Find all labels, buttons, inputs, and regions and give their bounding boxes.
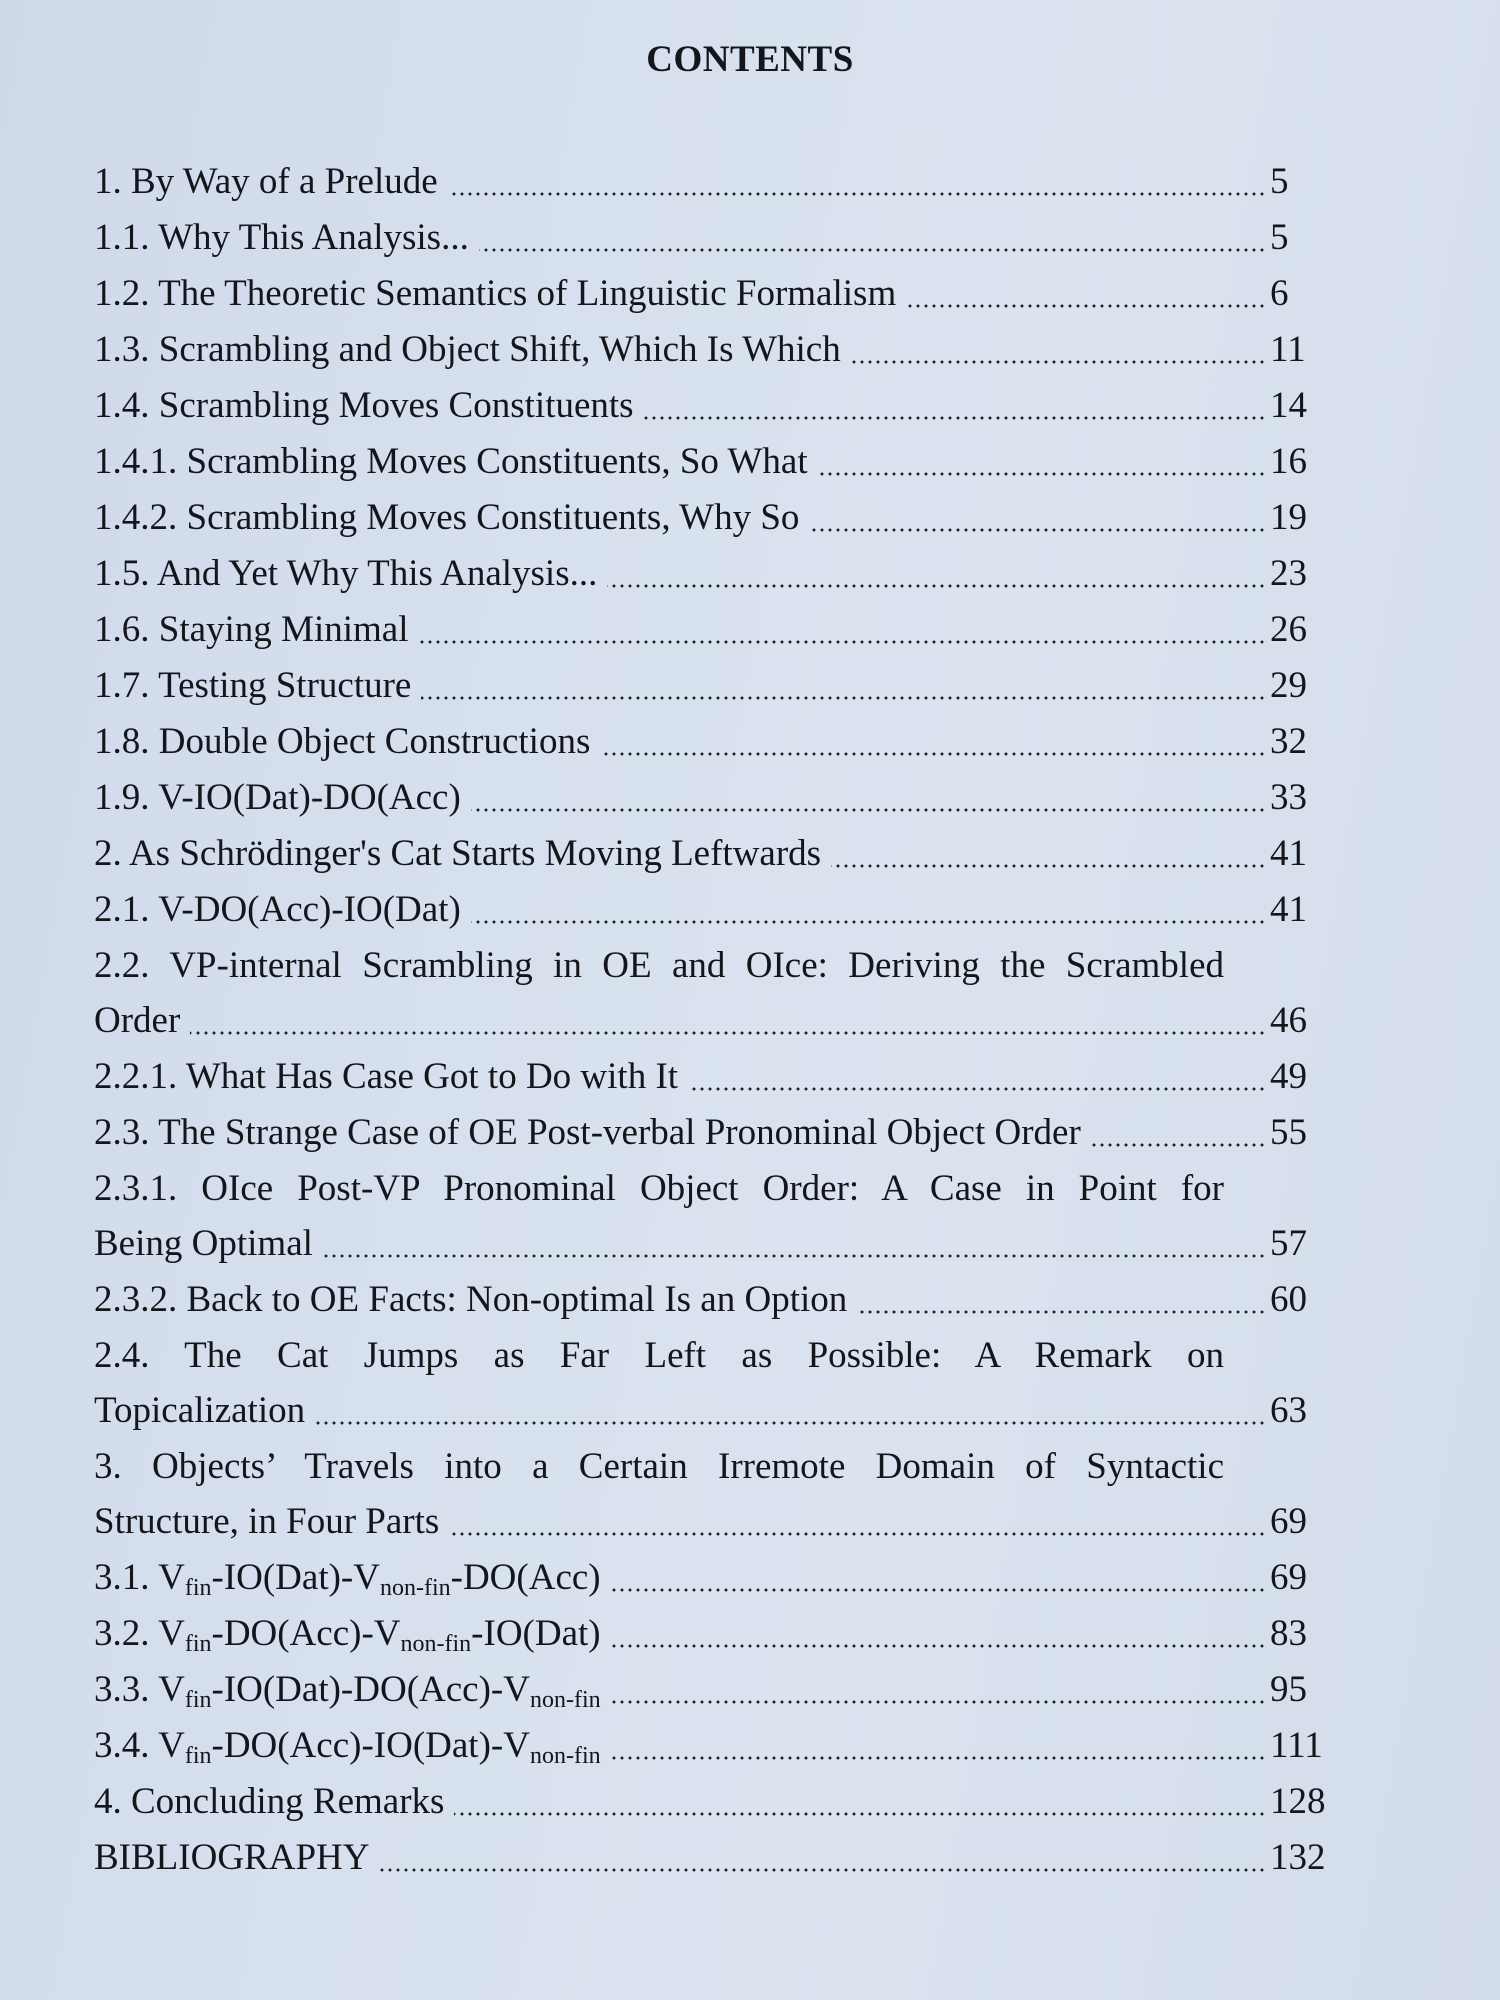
page-title: CONTENTS [646,39,854,80]
toc-entry [94,602,1346,658]
toc-entry [94,714,1346,770]
toc-page-number: 95 [1270,1669,1307,1710]
toc-entry [94,826,1346,882]
toc-page-number: 23 [1270,553,1307,594]
toc-entry-title: 1. By Way of a Prelude [94,161,438,202]
toc-page-number: 69 [1270,1501,1307,1542]
toc-entry-title: 2. As Schrödinger's Cat Starts Moving Leftwards [94,833,822,874]
toc-page-number: 5 [1270,217,1289,258]
dot-leader [449,1532,1266,1536]
dot-leader [379,1868,1266,1872]
dot-leader [448,192,1266,196]
dot-leader [190,1031,1266,1035]
toc-entry [94,1718,1346,1774]
toc-page-number: 46 [1270,1000,1307,1041]
table-of-contents [94,154,1346,1886]
dot-leader [607,584,1266,588]
dot-leader [611,1644,1266,1648]
toc-entry-title: 2.3.1. OIce Post-VP Pronominal Object Order: A Case in Point for [94,1168,1224,1209]
toc-entry-title: 3.3. $V_{fin}-IO(Dat)-DO(Acc)-V_{non-fin}$ [94,1669,601,1713]
toc-page-number: 29 [1270,665,1307,706]
toc-page-number: 49 [1270,1056,1307,1097]
toc-entry-title: 2.2.1. What Has Case Got to Do with It [94,1056,679,1097]
dot-leader [454,1812,1266,1816]
toc-entry-title: 2.1. V-DO(Acc)-IO(Dat) [94,889,461,930]
toc-entry-title: 1.4. Scrambling Moves Constituents [94,385,634,426]
toc-entry-title: 1.6. Staying Minimal [94,609,409,650]
dot-leader [471,920,1266,924]
toc-entry-title-continued: Topicalization [94,1390,306,1431]
toc-page-number: 6 [1270,273,1289,314]
toc-page-number: 33 [1270,777,1307,818]
dot-leader [315,1421,1266,1425]
toc-entry [94,882,1346,938]
toc-page-number: 19 [1270,497,1307,538]
toc-page-number: 11 [1270,329,1306,370]
dot-leader [600,752,1266,756]
toc-page-number: 55 [1270,1112,1307,1153]
toc-entry-title: 3.2. $V_{fin}-DO(Acc)-V_{non-fin}-IO(Dat)$ [94,1613,601,1657]
toc-entry-title: 4. Concluding Remarks [94,1781,445,1822]
dot-leader [419,640,1266,644]
toc-entry-title: 1.2. The Theoretic Semantics of Linguistic Formalism [94,273,897,314]
toc-entry [94,1662,1346,1718]
toc-page-number: 132 [1270,1837,1326,1878]
toc-entry-title: 3.1. $V_{fin}-IO(Dat)-V_{non-fin}-DO(Acc)$ [94,1557,601,1601]
dot-leader [1091,1143,1266,1147]
toc-entry [94,434,1346,490]
toc-entry-title: 2.3.2. Back to OE Facts: Non-optimal Is an Option [94,1279,848,1320]
toc-entry [94,1105,1346,1161]
toc-entry [94,266,1346,322]
toc-entry [94,1774,1346,1830]
dot-leader [611,1588,1266,1592]
dot-leader [471,808,1266,812]
dot-leader [644,416,1266,420]
dot-leader [479,248,1266,252]
toc-entry [94,1830,1346,1886]
toc-page-number: 63 [1270,1390,1307,1431]
toc-entry [94,770,1346,826]
toc-entry [94,1550,1346,1606]
toc-entry [94,1049,1346,1105]
toc-entry-title: 3.4. $V_{fin}-DO(Acc)-IO(Dat)-V_{non-fin}$ [94,1725,601,1769]
toc-entry-title-continued: Structure, in Four Parts [94,1501,440,1542]
toc-entry [94,658,1346,714]
dot-leader [906,304,1266,308]
toc-page-number: 83 [1270,1613,1307,1654]
toc-entry-title: 2.3. The Strange Case of OE Post-verbal Pronominal Object Order [94,1112,1081,1153]
toc-page-number: 32 [1270,721,1307,762]
toc-page-number: 41 [1270,833,1307,874]
toc-entry [94,154,1346,210]
toc-entry-title: 1.9. V-IO(Dat)-DO(Acc) [94,777,461,818]
dot-leader [688,1087,1266,1091]
dot-leader [818,472,1266,476]
toc-entry-title-continued: Being Optimal [94,1223,313,1264]
dot-leader [611,1700,1266,1704]
dot-leader [323,1254,1266,1258]
toc-entry [94,938,1346,1049]
toc-entry-title: 3. Objects’ Travels into a Certain Irremote Domain of Syntactic [94,1446,1224,1487]
dot-leader [851,360,1266,364]
toc-entry-title: BIBLIOGRAPHY [94,1837,370,1878]
toc-entry [94,1328,1346,1439]
toc-page-number: 26 [1270,609,1307,650]
toc-entry [94,378,1346,434]
toc-entry [94,322,1346,378]
toc-entry-title: 1.4.1. Scrambling Moves Constituents, So What [94,441,808,482]
toc-page-number: 60 [1270,1279,1307,1320]
toc-page-number: 69 [1270,1557,1307,1598]
toc-entry-title: 1.4.2. Scrambling Moves Constituents, Why So [94,497,800,538]
toc-page-number: 128 [1270,1781,1326,1822]
toc-entry-title: 1.1. Why This Analysis... [94,217,469,258]
toc-entry-title: 1.3. Scrambling and Object Shift, Which Is Which [94,329,841,370]
toc-page-number: 111 [1270,1725,1323,1766]
toc-entry-title: 2.4. The Cat Jumps as Far Left as Possible: A Remark on [94,1335,1224,1376]
dot-leader [857,1310,1266,1314]
toc-entry [94,1161,1346,1272]
toc-page-number: 5 [1270,161,1289,202]
toc-entry-title: 1.7. Testing Structure [94,665,412,706]
toc-entry-title: 2.2. VP-internal Scrambling in OE and OIce: Deriving the Scrambled [94,945,1224,986]
toc-entry [94,210,1346,266]
toc-entry [94,490,1346,546]
dot-leader [421,696,1266,700]
toc-page-number: 57 [1270,1223,1307,1264]
toc-entry [94,1272,1346,1328]
toc-entry-title: 1.5. And Yet Why This Analysis... [94,553,598,594]
dot-leader [831,864,1266,868]
toc-page-number: 14 [1270,385,1307,426]
toc-entry [94,1439,1346,1550]
toc-page-number: 41 [1270,889,1307,930]
toc-entry-title-continued: Order [94,1000,181,1041]
toc-entry [94,546,1346,602]
dot-leader [611,1756,1266,1760]
toc-page-number: 16 [1270,441,1307,482]
dot-leader [809,528,1266,532]
toc-entry [94,1606,1346,1662]
toc-entry-title: 1.8. Double Object Constructions [94,721,591,762]
